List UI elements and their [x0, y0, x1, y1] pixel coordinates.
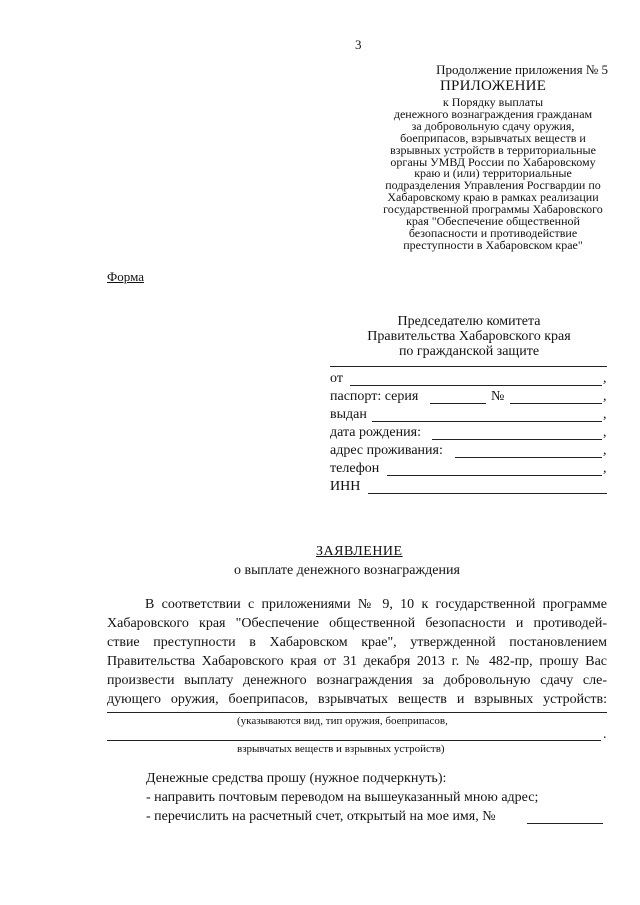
inn-field[interactable] — [368, 493, 607, 494]
weapons-caption-1: (указываются вид, тип оружия, боеприпасов, — [237, 715, 448, 727]
comma: , — [603, 371, 607, 386]
appendix-line: края "Обеспечение общественной — [406, 214, 580, 229]
appendix-line: Хабаровскому краю в рамках реализации — [387, 190, 599, 205]
comma: , — [603, 407, 607, 422]
from-label: от — [330, 371, 343, 386]
money-intro: Денежные средства прошу (нужное подчеркнуть): — [146, 771, 447, 786]
option-postal-transfer[interactable]: - направить почтовым переводом на вышеуказанный мною адрес; — [146, 790, 539, 805]
issued-field[interactable] — [372, 421, 602, 422]
weapons-caption-2: взрывчатых веществ и взрывных устройств) — [237, 743, 445, 755]
blank-line — [330, 366, 607, 367]
appendix-continuation: Продолжение приложения № 5 — [436, 62, 608, 77]
appendix-line: преступности в Хабаровском крае" — [403, 237, 583, 252]
appendix-line: к Порядку выплаты — [442, 95, 544, 109]
appendix-line: органы УМВД России по Хабаровскому — [390, 154, 596, 169]
address-label: адрес проживания: — [330, 443, 443, 458]
appendix-line: безопасности и противодействие — [408, 225, 578, 240]
passport-number-sign: № — [491, 389, 505, 404]
option-bank-account[interactable]: - перечислить на расчетный счет, открытый на мое имя, № — [146, 809, 496, 824]
inn-label: ИНН — [330, 479, 361, 494]
statement-line: Хабаровского края "Обеспечение общественной безопасности и противодей- — [107, 616, 607, 631]
comma: , — [603, 425, 607, 440]
addressee-line: Правительства Хабаровского края — [367, 329, 571, 344]
passport-series-label: паспорт: серия — [330, 389, 419, 404]
statement-title: ЗАЯВЛЕНИЕ — [316, 544, 403, 559]
addressee-line: Председателю комитета — [397, 314, 541, 329]
statement-body — [107, 595, 607, 709]
form-label: Форма — [107, 269, 144, 284]
statement-line: Правительства Хабаровского края от 31 декабря 2013 г. № 482-пр, прошу Вас — [107, 654, 607, 669]
comma: , — [603, 443, 607, 458]
appendix-description — [362, 97, 624, 252]
statement-line: В соответствии с приложениями № 9, 10 к государственной программе — [145, 597, 607, 612]
comma: , — [603, 389, 607, 404]
account-number-field[interactable] — [527, 823, 603, 824]
passport-series-field[interactable] — [430, 403, 486, 404]
statement-line: ствие преступности в Хабаровском крае", утвержденной постановлением — [107, 635, 607, 650]
addressee-block — [330, 314, 608, 359]
phone-field[interactable] — [387, 475, 602, 476]
weapons-field-line-2[interactable] — [107, 740, 601, 741]
comma: , — [603, 461, 607, 476]
phone-label: телефон — [330, 461, 380, 476]
address-field[interactable] — [455, 457, 602, 458]
weapons-field-line-1[interactable] — [107, 712, 607, 713]
appendix-line: государственной программы Хабаровского — [383, 202, 603, 217]
statement-subtitle: о выплате денежного вознаграждения — [234, 563, 460, 578]
appendix-line: денежного вознаграждения гражданам — [393, 106, 593, 121]
issued-label: выдан — [330, 407, 367, 422]
appendix-title: ПРИЛОЖЕНИЕ — [440, 78, 547, 94]
addressee-line: по гражданской защите — [398, 344, 540, 359]
period: . — [603, 727, 607, 742]
birth-date-label: дата рождения: — [330, 425, 421, 440]
page-number: 3 — [355, 37, 362, 52]
statement-line: дующего оружия, боеприпасов, взрывчатых веществ и взрывных устройств: — [107, 692, 607, 707]
from-field[interactable] — [350, 385, 602, 386]
appendix-line: боеприпасов, взрывчатых веществ и — [400, 130, 586, 145]
birth-date-field[interactable] — [432, 439, 602, 440]
appendix-line: краю и (или) территориальные — [414, 166, 572, 181]
statement-line: произвести выплату денежного вознаграждения за добровольную сдачу сле- — [107, 673, 607, 688]
appendix-line: подразделения Управления Росгвардии по — [385, 178, 601, 193]
appendix-line: взрывных устройств в территориальные — [390, 142, 596, 157]
passport-number-field[interactable] — [510, 403, 602, 404]
appendix-line: за добровольную сдачу оружия, — [411, 118, 575, 133]
